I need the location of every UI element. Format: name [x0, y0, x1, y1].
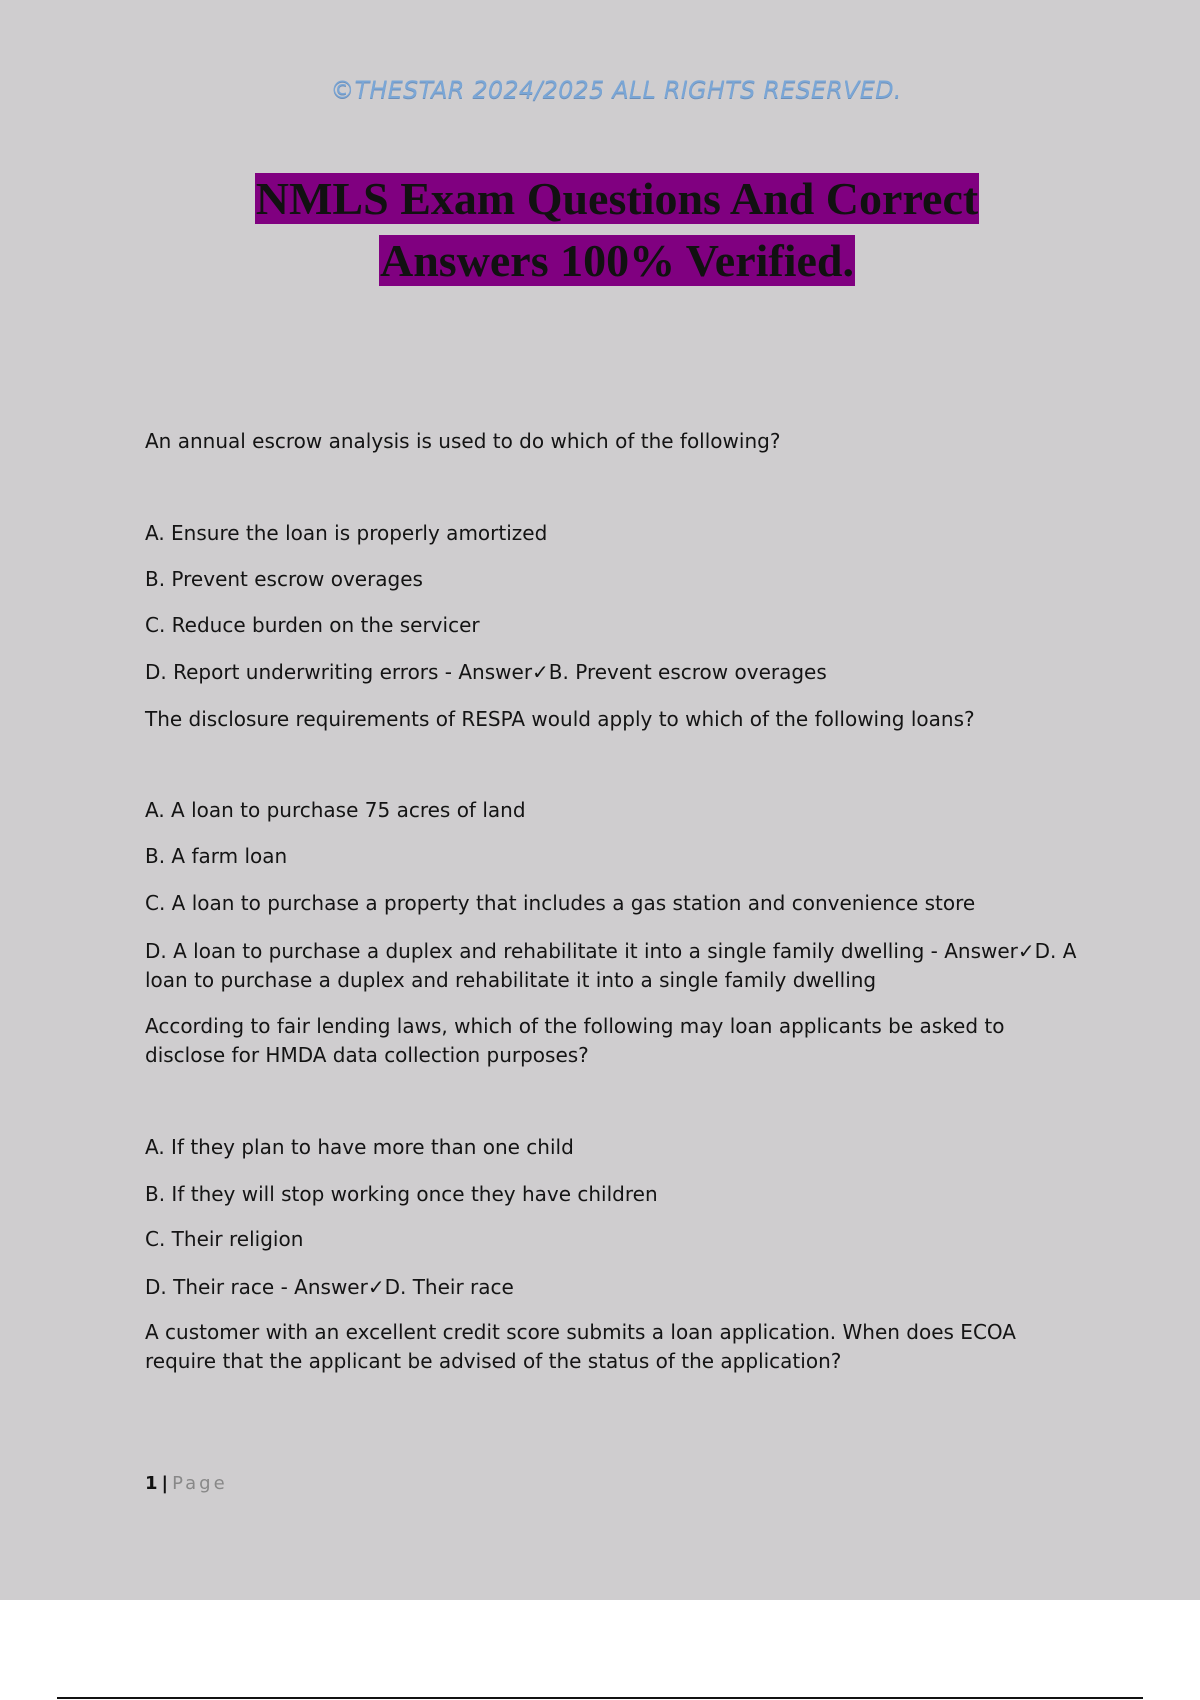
question-4-text: A customer with an excellent credit score submits a loan application. When does ECOA require that the applicant be advised of the status of the application? [145, 1320, 1016, 1373]
question-2-option-b: B. A farm loan [145, 844, 288, 868]
document-title [0, 168, 1200, 292]
question-3-option-b: B. If they will stop working once they have children [145, 1182, 658, 1206]
title-line-1: NMLS Exam Questions And Correct [255, 173, 979, 224]
page-footer [145, 1473, 228, 1494]
footer-separator: | [161, 1473, 169, 1494]
question-3-option-d-answer: D. Their race - Answer✓D. Their race [145, 1275, 514, 1299]
copyright-watermark: ©THESTAR 2024/2025 ALL RIGHTS RESERVED. [330, 76, 902, 104]
question-3-option-c: C. Their religion [145, 1227, 304, 1251]
title-line-2: Answers 100% Verified. [379, 235, 855, 286]
question-1-text: An annual escrow analysis is used to do which of the following? [145, 429, 781, 453]
page-label: Page [172, 1473, 228, 1494]
question-2-option-a: A. A loan to purchase 75 acres of land [145, 798, 526, 822]
page-number: 1 [145, 1473, 158, 1494]
question-1-option-d-answer: D. Report underwriting errors - Answer✓B. Prevent escrow overages [145, 660, 827, 684]
question-1-option-b: B. Prevent escrow overages [145, 567, 423, 591]
question-1-option-c: C. Reduce burden on the servicer [145, 613, 480, 637]
question-2-option-c: C. A loan to purchase a property that includes a gas station and convenience store [145, 891, 976, 915]
question-2-option-d-answer: D. A loan to purchase a duplex and rehabilitate it into a single family dwelling - Answer✓D. A loan to purchase a duplex and rehabilitate it into a single family dwelling [145, 939, 1077, 992]
question-3-text: According to fair lending laws, which of the following may loan applicants be asked to disclose for HMDA data collection purposes? [145, 1014, 1005, 1067]
question-1-option-a: A. Ensure the loan is properly amortized [145, 521, 548, 545]
question-2-text: The disclosure requirements of RESPA would apply to which of the following loans? [145, 707, 975, 731]
question-3-option-a: A. If they plan to have more than one child [145, 1135, 574, 1159]
bottom-divider [57, 1697, 1143, 1699]
